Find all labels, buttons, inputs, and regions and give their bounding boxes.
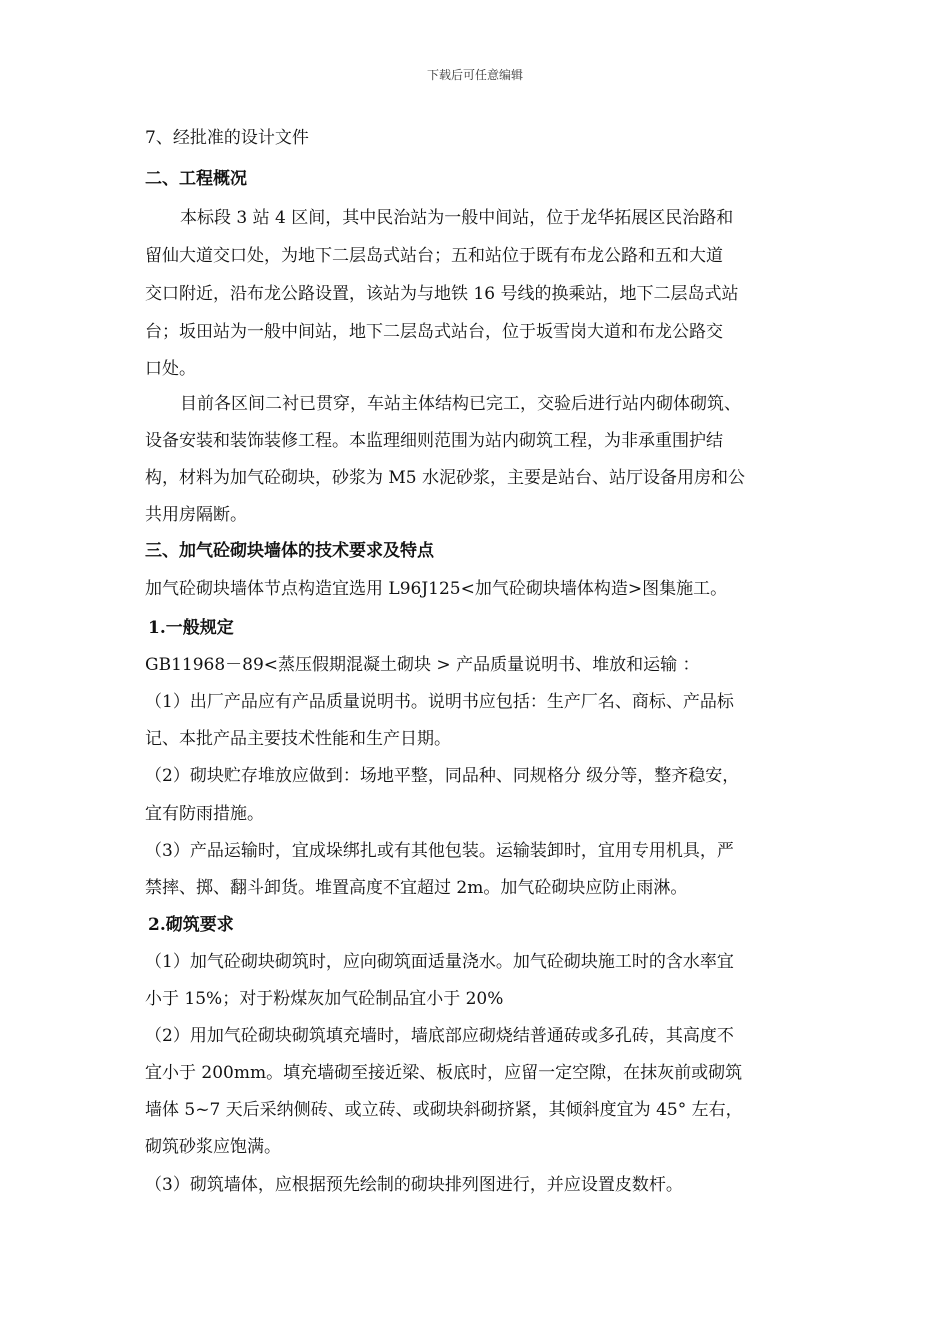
section-heading: 二、工程概况 — [145, 169, 247, 189]
section-heading: 三、加气砼砌块墙体的技术要求及特点 — [145, 541, 434, 561]
text-line: 共用房隔断。 — [145, 505, 247, 525]
text-line: 目前各区间二衬已贯穿，车站主体结构已完工，交验后进行站内砌体砌筑、 — [180, 394, 741, 414]
text-line: 记、本批产品主要技术性能和生产日期。 — [145, 729, 451, 749]
text-line: 禁摔、掷、翻斗卸货。堆置高度不宜超过 2m。加气砼砌块应防止雨淋。 — [145, 878, 688, 898]
text-line: 宜小于 200mm。填充墙砌至接近梁、板底时，应留一定空隙，在抹灰前或砌筑 — [145, 1063, 743, 1083]
text-line: 小于 15%；对于粉煤灰加气砼制品宜小于 20% — [145, 989, 504, 1009]
subsection-heading: 1.一般规定 — [148, 618, 234, 638]
text-line: 墙体 5~7 天后采纳侧砖、或立砖、或砌块斜砌挤紧，其倾斜度宜为 45° 左右， — [145, 1100, 743, 1120]
text-line: 本标段 3 站 4 区间，其中民治站为一般中间站，位于龙华拓展区民治路和 — [180, 208, 734, 228]
text-line: （1）出厂产品应有产品质量说明书。说明书应包括：生产厂名、商标、产品标 — [145, 692, 734, 712]
text-line: 留仙大道交口处，为地下二层岛式站台；五和站位于既有布龙公路和五和大道 — [145, 246, 723, 266]
text-line: 加气砼砌块墙体节点构造宜选用 L96J125<加气砼砌块墙体构造>图集施工。 — [145, 579, 728, 599]
text-line: 交口附近，沿布龙公路设置，该站为与地铁 16 号线的换乘站，地下二层岛式站 — [145, 284, 739, 304]
text-line: 设备安装和装饰装修工程。本监理细则范围为站内砌筑工程，为非承重围护结 — [145, 431, 723, 451]
text-line: 台；坂田站为一般中间站，地下二层岛式站台，位于坂雪岗大道和布龙公路交 — [145, 322, 723, 342]
page-header: 下载后可任意编辑 — [426, 68, 523, 82]
text-line: （3）砌筑墙体，应根据预先绘制的砌块排列图进行，并应设置皮数杆。 — [145, 1175, 683, 1195]
text-line: （3）产品运输时，宜成垛绑扎或有其他包装。运输装卸时，宜用专用机具，严 — [145, 841, 734, 861]
text-line: 构，材料为加气砼砌块，砂浆为 M5 水泥砂浆，主要是站台、站厅设备用房和公 — [145, 468, 746, 488]
text-line: 7、经批准的设计文件 — [145, 128, 309, 148]
text-line: GB11968－89<蒸压假期混凝土砌块 > 产品质量说明书、堆放和运输 ： — [145, 655, 700, 675]
subsection-heading: 2.砌筑要求 — [148, 915, 234, 935]
text-line: 口处。 — [145, 359, 196, 379]
text-line: 宜有防雨措施。 — [145, 804, 264, 824]
text-line: 砌筑砂浆应饱满。 — [145, 1137, 281, 1157]
text-line: （2）砌块贮存堆放应做到：场地平整，同品种、同规格分 级分等，整齐稳安， — [145, 766, 740, 786]
text-line: （2）用加气砼砌块砌筑填充墙时，墙底部应砌烧结普通砖或多孔砖，其高度不 — [145, 1026, 734, 1046]
text-line: （1）加气砼砌块砌筑时，应向砌筑面适量浇水。加气砼砌块施工时的含水率宜 — [145, 952, 734, 972]
